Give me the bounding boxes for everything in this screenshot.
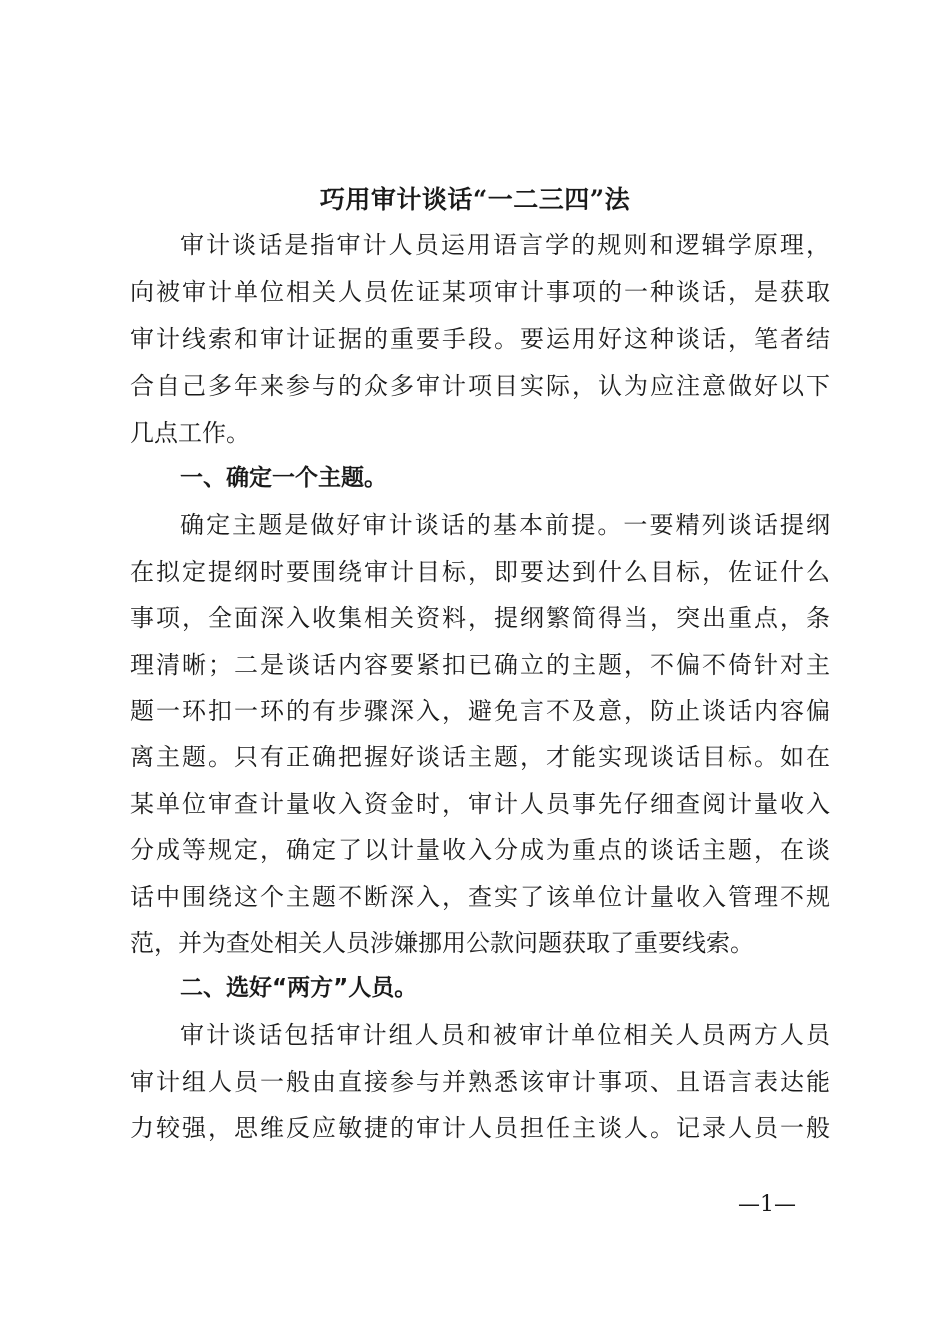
paragraph-line: 力较强，思维反应敏捷的审计人员担任主谈人。记录人员一般	[130, 1114, 830, 1142]
paragraph-line: 审计组人员一般由直接参与并熟悉该审计事项、且语言表达能	[130, 1068, 830, 1096]
page-number: —1—	[738, 1192, 796, 1217]
paragraph-line: 审计谈话是指审计人员运用语言学的规则和逻辑学原理，	[180, 231, 830, 259]
paragraph-line: 离主题。只有正确把握好谈话主题，才能实现谈话目标。如在	[130, 743, 830, 771]
paragraph-line: 向被审计单位相关人员佐证某项审计事项的一种谈话，是获取	[130, 278, 830, 306]
paragraph-line: 话中围绕这个主题不断深入，查实了该单位计量收入管理不规	[130, 883, 830, 911]
section-heading-1: 一、确定一个主题。	[180, 465, 387, 491]
paragraph-line: 范，并为查处相关人员涉嫌挪用公款问题获取了重要线索。	[130, 929, 754, 957]
document-title: 巧用审计谈话“一二三四”法	[319, 185, 631, 214]
paragraph-line: 某单位审查计量收入资金时，审计人员事先仔细查阅计量收入	[130, 790, 830, 818]
paragraph-line: 题一环扣一环的有步骤深入，避免言不及意，防止谈话内容偏	[130, 697, 830, 725]
paragraph-line: 事项，全面深入收集相关资料，提纲繁简得当，突出重点，条	[130, 604, 830, 632]
paragraph-line: 理清晰；二是谈话内容要紧扣已确立的主题，不偏不倚针对主	[130, 651, 830, 679]
paragraph-line: 审计线索和审计证据的重要手段。要运用好这种谈话，笔者结	[130, 325, 830, 353]
section-heading-2: 二、选好“两方”人员。	[180, 975, 418, 1001]
paragraph-line: 审计谈话包括审计组人员和被审计单位相关人员两方人员	[180, 1021, 830, 1049]
paragraph-line: 在拟定提纲时要围绕审计目标，即要达到什么目标，佐证什么	[130, 558, 830, 586]
paragraph-line: 几点工作。	[130, 419, 250, 447]
paragraph-line: 分成等规定，确定了以计量收入分成为重点的谈话主题，在谈	[130, 836, 830, 864]
paragraph-line: 确定主题是做好审计谈话的基本前提。一要精列谈话提纲	[180, 511, 830, 539]
paragraph-line: 合自己多年来参与的众多审计项目实际，认为应注意做好以下	[130, 372, 830, 400]
